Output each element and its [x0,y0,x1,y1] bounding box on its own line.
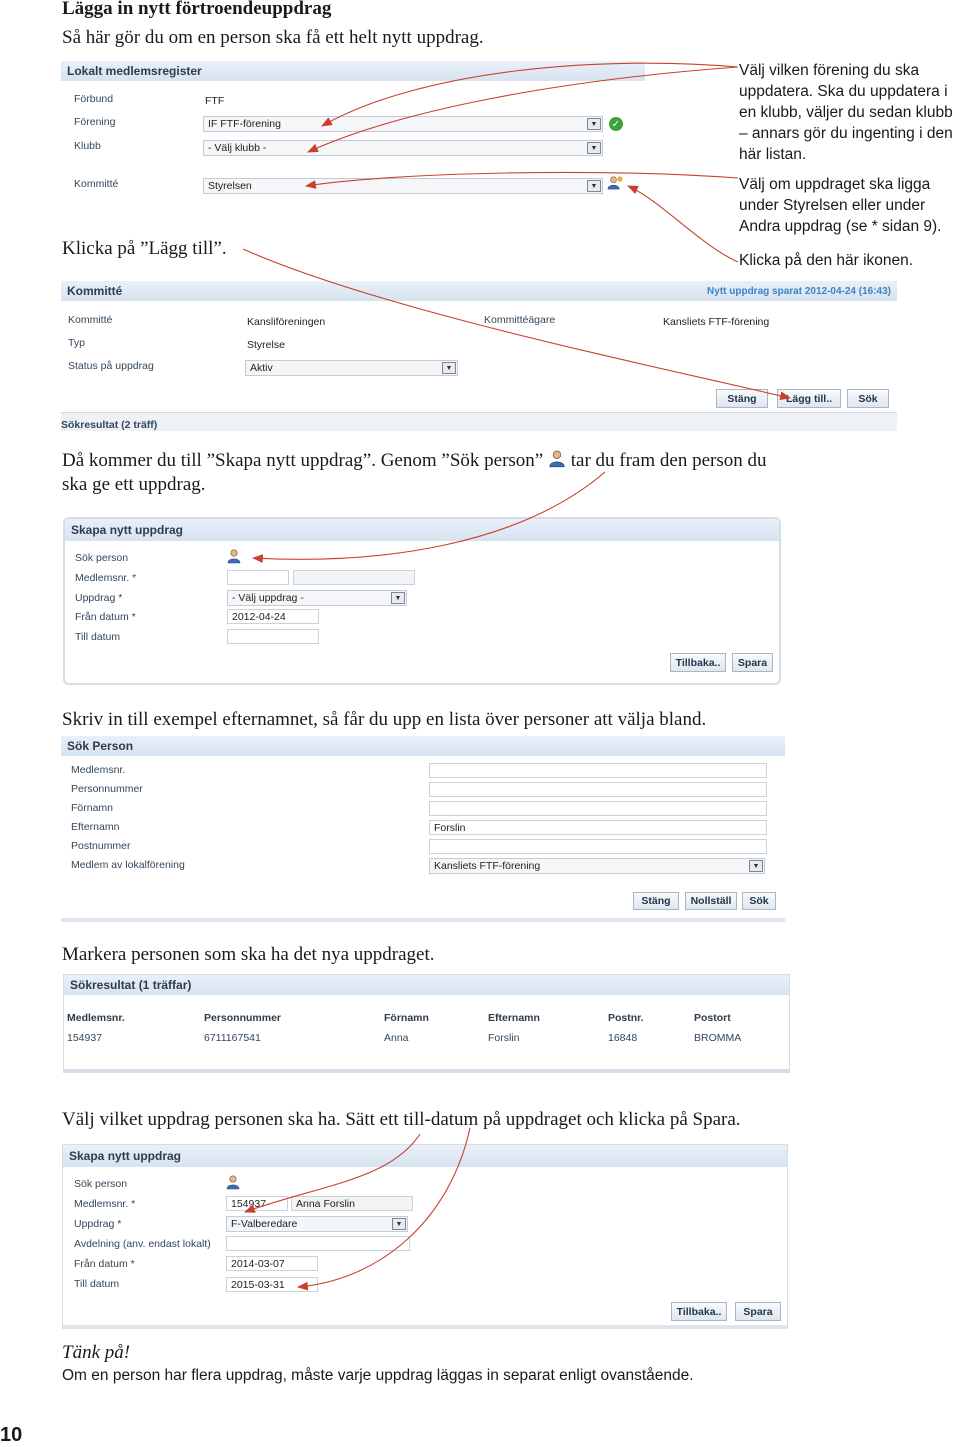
fornamn-field[interactable] [429,801,767,816]
stang-button[interactable]: Stäng [716,389,768,408]
chevron-down-icon: ▼ [587,180,601,192]
namn-field: Anna Forslin [291,1196,413,1211]
cell: BROMMA [694,1032,742,1044]
tillbaka-button[interactable]: Tillbaka.. [670,653,726,672]
cell: 154937 [67,1032,103,1044]
medlem-select[interactable] [429,858,765,874]
text-skapa-a [62,450,766,472]
col-header: Förnamn [384,1012,429,1024]
spara-button[interactable]: Spara [735,1302,781,1321]
person-search-icon[interactable] [226,1175,240,1190]
col-header: Efternamn [488,1012,540,1024]
col-header: Postnr. [608,1012,644,1024]
skapa-panel-2 [62,1144,788,1329]
note-icon: Klicka på den här ikonen. [739,252,914,269]
fran-field[interactable]: 2014-03-07 [226,1256,318,1271]
sokresultat-label: Sökresultat (2 träff) [61,419,158,431]
sok-person-label: Sök person [74,1178,128,1190]
nollstall-button[interactable]: Nollställ [685,892,737,910]
status-select[interactable] [245,360,458,376]
agare-label: Kommittéägare [484,314,556,326]
sok-person-label: Sök person [75,552,129,564]
kommitte-label: Kommitté [74,178,119,190]
efternamn-field[interactable]: Forslin [429,820,767,835]
till-label: Till datum [75,631,121,643]
sok-button[interactable]: Sök [742,892,776,910]
note-line: här listan. [739,146,807,163]
postnummer-field[interactable] [429,839,767,854]
klubb-select-value: - Välj klubb - [208,142,267,154]
namn-field [293,570,415,585]
till-label: Till datum [74,1278,120,1290]
forening-select[interactable] [203,116,603,132]
medlem-label: Medlem av lokalförening [71,859,185,871]
typ-label: Typ [68,337,85,349]
note-line: en klubb, väljer du sedan klubb [739,104,953,121]
forening-label: Förening [74,116,116,128]
panel-header: Sök Person [61,736,785,756]
cell: 6711167541 [204,1032,261,1044]
forening-select-value: IF FTF-förening [208,118,281,130]
typ-value: Styrelse [247,339,285,351]
uppdrag-label: Uppdrag * [75,592,123,604]
text-part: Då kommer du till ”Skapa nytt uppdrag”. Genom ”Sök person” [62,450,544,471]
uppdrag-select-value: - Välj uppdrag - [232,592,304,604]
status-select-value: Aktiv [250,362,273,374]
note-kommitte [739,174,941,237]
chevron-down-icon: ▼ [442,362,456,374]
col-header: Postort [694,1012,731,1024]
uppdrag-select[interactable] [227,590,407,606]
text-markera: Markera personen som ska ha det nya uppdraget. [62,944,435,965]
panel-header: Lokalt medlemsregister [61,61,645,81]
sokresultat-panel [63,974,790,1073]
intro-text: Så här gör du om en person ska få ett helt nytt uppdrag. [62,27,484,48]
klubb-label: Klubb [74,140,101,152]
cell: Anna [384,1032,409,1044]
text-skapa-c: ska ge ett uppdrag. [62,474,206,495]
uppdrag-select-value: F-Valberedare [231,1218,298,1230]
text-valj: Välj vilket uppdrag personen ska ha. Sätt ett till-datum på uppdraget och klicka på Spara. [62,1109,741,1130]
fornamn-label: Förnamn [71,802,114,814]
saved-message: Nytt uppdrag sparat 2012-04-24 (16:43) [707,285,891,297]
kommitte-value: Kanslіföreningen [247,316,326,328]
sok-person-panel [61,736,785,922]
personnummer-field[interactable] [429,782,767,797]
medlem-select-value: Kansliets FTF-förening [434,860,541,872]
kommitte-select[interactable] [203,178,603,194]
col-header: Medlemsnr. [67,1012,125,1024]
klicka-lagg-till-text: Klicka på ”Lägg till”. [62,238,227,259]
fran-label: Från datum * [75,611,136,623]
avdelning-label: Avdelning (anv. endast lokalt) [74,1238,211,1250]
medlemsnr-label: Medlemsnr. * [74,1198,136,1210]
panel-header: Sökresultat (1 träffar) [64,975,789,995]
note-line: uppdatera. Ska du uppdatera i [739,83,948,100]
forbund-label: Förbund [74,93,114,105]
forbund-value: FTF [205,95,225,107]
note-line: under Styrelsen eller under [739,197,926,214]
person-search-icon [548,450,566,468]
till-field[interactable]: 2015-03-31 [226,1277,318,1292]
note-line: Välj om uppdraget ska ligga [739,176,931,193]
chevron-down-icon: ▼ [392,1218,406,1230]
note-line: – annars gör du ingenting i den [739,125,953,142]
col-header: Personnummer [204,1012,282,1024]
text-part: tar du fram den person du [570,450,767,471]
medlemsnr-label: Medlemsnr. * [75,572,137,584]
committee-people-icon[interactable] [607,175,623,191]
postnummer-label: Postnummer [71,840,131,852]
uppdrag-select[interactable] [226,1216,408,1232]
panel-header: Kommitté [67,284,123,298]
chevron-down-icon: ▼ [391,592,405,604]
panel-header: Skapa nytt uppdrag [65,519,779,541]
kommitte-select-value: Styrelsen [208,180,252,192]
fran-field[interactable]: 2012-04-24 [227,609,319,624]
personnummer-label: Personnummer [71,783,143,795]
efternamn-label: Efternamn [71,821,120,833]
sok-button[interactable]: Sök [847,389,889,408]
medlemsnr-label: Medlemsnr. [71,764,126,776]
kommitte-panel [61,281,897,431]
panel-header: Skapa nytt uppdrag [63,1145,787,1167]
chevron-down-icon: ▼ [587,142,601,154]
stang-button[interactable]: Stäng [633,892,679,910]
cell: 16848 [608,1032,638,1044]
page-number: 10 [0,1424,23,1446]
lagg-till-button[interactable]: Lägg till.. [777,389,841,408]
spara-button[interactable]: Spara [732,653,773,672]
check-icon: ✓ [609,117,623,131]
fran-label: Från datum * [74,1258,135,1270]
till-field[interactable] [227,629,319,644]
klubb-select[interactable] [203,140,603,156]
agare-value: Kansliets FTF-förening [663,316,770,328]
medlemsnr-field[interactable] [429,763,767,778]
note-line: Andra uppdrag (se * sidan 9). [739,218,942,235]
page-title: Lägga in nytt förtroendeuppdrag [62,0,332,19]
avdelning-field[interactable] [226,1236,410,1251]
cell: Forslin [488,1032,520,1044]
chevron-down-icon: ▼ [749,860,763,872]
medlemsnr-field[interactable] [227,570,289,585]
table-row[interactable] [64,1027,789,1046]
status-label: Status på uppdrag [68,360,154,372]
skapa-panel-1 [63,517,781,685]
person-search-icon[interactable] [227,549,241,564]
text-skriv: Skriv in till exempel efternamnet, så får du upp en lista över personer att välja bland. [62,709,707,730]
uppdrag-label: Uppdrag * [74,1218,122,1230]
note-forening [739,60,953,165]
lokalt-register-panel [61,61,645,265]
chevron-down-icon: ▼ [587,118,601,130]
medlemsnr-field[interactable]: 154937 [226,1196,288,1211]
kommitte-label: Kommitté [68,314,113,326]
tank-pa-body: Om en person har flera uppdrag, måste varje uppdrag läggas in separat enligt ovanstående. [62,1367,694,1384]
tank-pa-title: Tänk på! [62,1342,131,1363]
note-line: Välj vilken förening du ska [739,62,920,79]
tillbaka-button[interactable]: Tillbaka.. [671,1302,727,1321]
